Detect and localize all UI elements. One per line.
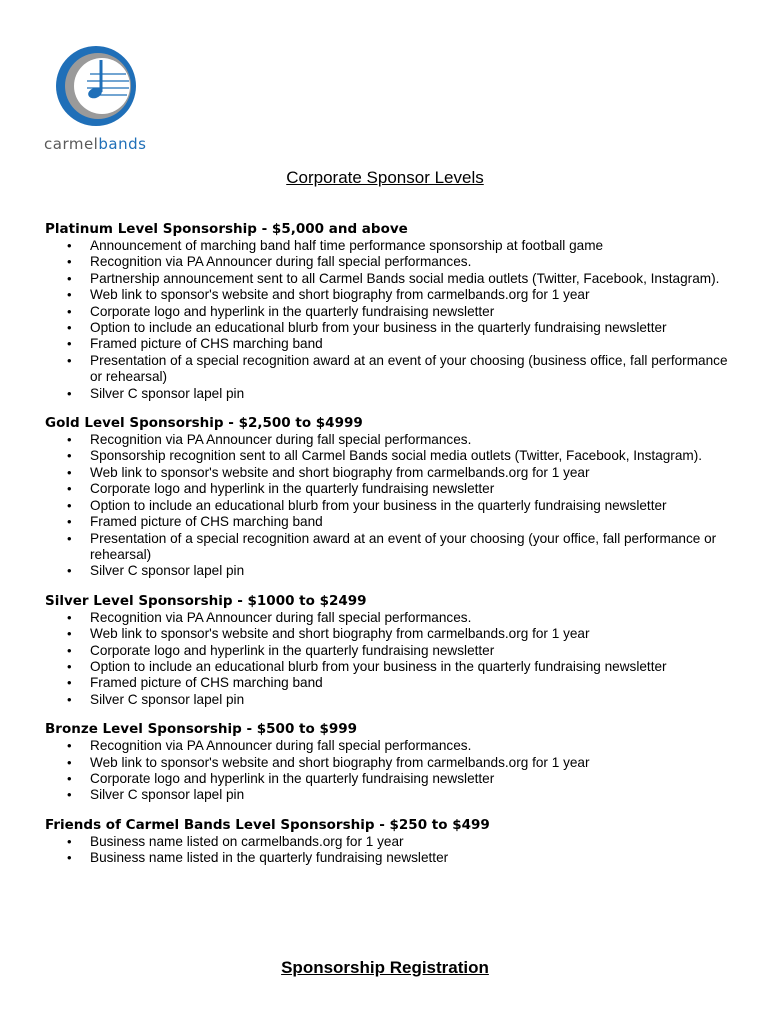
bullet-icon: • (67, 238, 72, 253)
benefit-list (45, 738, 735, 804)
level-heading: Silver Level Sponsorship - $1000 to $2499 (45, 592, 367, 609)
benefit-item: • Silver C sponsor lapel pin (67, 563, 245, 579)
bullet-icon: • (67, 626, 72, 642)
benefit-item: • Framed picture of CHS marching band (67, 675, 323, 691)
bullet-icon: • (67, 675, 72, 691)
benefit-item: • Business name listed in the quarterly fundraising newsletter (67, 850, 449, 866)
bullet-icon: • (67, 691, 72, 707)
level-heading: Bronze Level Sponsorship - $500 to $999 (45, 721, 358, 738)
benefit-item: • Recognition via PA Announcer during fall special performances. (67, 254, 472, 270)
bullet-icon: • (67, 563, 72, 579)
bullet-icon: • (67, 385, 72, 401)
benefit-item: • Framed picture of CHS marching band (67, 514, 323, 530)
bullet-icon: • (67, 497, 72, 513)
bullet-icon: • (67, 352, 72, 368)
benefit-item: • Option to include an educational blurb from your business in the quarterly fundraising newsletter (67, 320, 667, 336)
bullet-icon: • (67, 481, 72, 497)
bullet-icon: • (67, 609, 72, 625)
benefit-item: • Announcement of marching band half time performance sponsorship at football game (67, 238, 604, 253)
benefit-item: • Option to include an educational blurb from your business in the quarterly fundraising newsletter (67, 497, 667, 513)
benefit-item: • Silver C sponsor lapel pin (67, 787, 245, 803)
level-bronze (45, 721, 735, 804)
benefit-item: • Recognition via PA Announcer during fall special performances. (67, 738, 472, 754)
benefit-item: • Presentation of a special recognition award at an event of your choosing (your office, fall performance or rehearsal) (67, 530, 717, 562)
benefit-item: • Option to include an educational blurb from your business in the quarterly fundraising newsletter (67, 658, 667, 674)
level-friends (45, 817, 735, 867)
bullet-icon: • (67, 754, 72, 770)
bullet-icon: • (67, 320, 72, 336)
bullet-icon: • (67, 464, 72, 480)
benefit-item: • Corporate logo and hyperlink in the quarterly fundraising newsletter (67, 303, 495, 319)
page-title: Corporate Sponsor Levels (286, 168, 484, 187)
level-heading: Friends of Carmel Bands Level Sponsorship - $250 to $499 (45, 816, 490, 833)
benefit-item: • Web link to sponsor's website and short biography from carmelbands.org for 1 year (67, 287, 590, 303)
bullet-icon: • (67, 303, 72, 319)
level-platinum (45, 221, 735, 402)
benefit-item: • Business name listed on carmelbands.org for 1 year (67, 833, 404, 849)
benefit-item: • Recognition via PA Announcer during fall special performances. (67, 432, 472, 448)
benefit-list (45, 432, 735, 580)
level-heading: Platinum Level Sponsorship - $5,000 and above (45, 221, 408, 237)
bullet-icon: • (67, 432, 72, 448)
bullet-icon: • (67, 254, 72, 270)
sponsor-levels (45, 221, 735, 880)
benefit-item: • Silver C sponsor lapel pin (67, 385, 245, 401)
bullet-icon: • (67, 270, 72, 286)
benefit-item: • Framed picture of CHS marching band (67, 336, 323, 352)
bullet-icon: • (67, 642, 72, 658)
bullet-icon: • (67, 787, 72, 803)
benefit-item: • Web link to sponsor's website and short biography from carmelbands.org for 1 year (67, 464, 590, 480)
carmelbands-logo-mark (40, 40, 156, 130)
registration-title: Sponsorship Registration (281, 958, 489, 977)
logo-wordmark-part2: bands (98, 135, 147, 153)
benefit-item: • Web link to sponsor's website and short biography from carmelbands.org for 1 year (67, 754, 590, 770)
benefit-item: • Presentation of a special recognition award at an event of your choosing (business office, fall performance or rehearsal) (67, 352, 728, 385)
bullet-icon: • (67, 770, 72, 786)
bullet-icon: • (67, 530, 72, 546)
benefit-item: • Silver C sponsor lapel pin (67, 691, 245, 707)
benefit-item: • Recognition via PA Announcer during fall special performances. (67, 609, 472, 625)
benefit-list (45, 238, 735, 402)
bullet-icon: • (67, 287, 72, 303)
level-heading: Gold Level Sponsorship - $2,500 to $4999 (45, 415, 363, 432)
benefit-list (45, 834, 735, 867)
bullet-icon: • (67, 738, 72, 754)
benefit-item: • Partnership announcement sent to all Carmel Bands social media outlets (Twitter, Facebook, Instagram). (67, 270, 720, 286)
bullet-icon: • (67, 514, 72, 530)
bullet-icon: • (67, 833, 72, 849)
benefit-item: • Corporate logo and hyperlink in the quarterly fundraising newsletter (67, 642, 495, 658)
bullet-icon: • (67, 658, 72, 674)
level-silver (45, 593, 735, 708)
benefit-item: • Web link to sponsor's website and short biography from carmelbands.org for 1 year (67, 626, 590, 642)
benefit-item: • Corporate logo and hyperlink in the quarterly fundraising newsletter (67, 481, 495, 497)
bullet-icon: • (67, 448, 72, 464)
benefit-list (45, 610, 735, 708)
logo-wordmark (44, 135, 146, 153)
level-gold (45, 415, 735, 580)
logo-wordmark-part1: carmel (44, 135, 99, 153)
bullet-icon: • (67, 850, 72, 866)
carmelbands-logo (40, 40, 156, 156)
benefit-item: • Sponsorship recognition sent to all Carmel Bands social media outlets (Twitter, Facebook, Instagram). (67, 448, 703, 464)
bullet-icon: • (67, 336, 72, 352)
benefit-item: • Corporate logo and hyperlink in the quarterly fundraising newsletter (67, 770, 495, 786)
